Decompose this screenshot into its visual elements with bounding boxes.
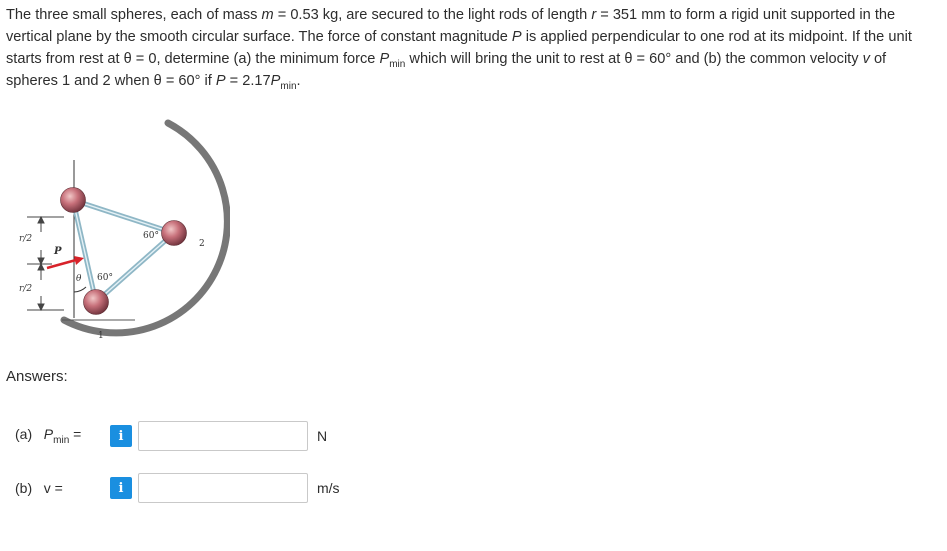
answer-row-a [15,420,327,452]
label-1: 1 [98,331,104,341]
label-2: 2 [199,239,205,249]
theta-arc [74,287,86,292]
label-theta: θ [76,274,82,284]
answer-b-label: (b) v = [15,480,63,496]
answer-b-unit: m/s [317,480,340,496]
label-60-left: 60° [97,273,113,283]
label-r2-top: r/2 [19,234,33,244]
sphere-top [61,188,86,213]
answer-a-label: (a) $P_{min}$ = [15,426,82,446]
label-60-top: 60° [143,231,159,241]
problem-figure [0,112,230,347]
info-icon[interactable]: i [110,477,132,499]
sphere-1 [84,290,109,315]
answer-b-input[interactable] [138,473,308,503]
answer-a-input[interactable] [138,421,308,451]
answer-row-b [15,472,340,504]
dimension-lines [27,217,64,310]
answer-a-unit: N [317,428,328,444]
force-arrow-P [47,256,84,268]
label-P: P [54,246,62,257]
problem-statement: The three small spheres, each of mass m = 0.53 kg, are secured to the light rods of length r = 351 mm to form a rigid unit supported in the vertical plane by the smooth circular surface. The force of constant magnitude P is applied perpendicular to one rod at its midpoint. If the unit starts from rest at θ = 0, determine (a) the minimum force $P_{min}$ which will bring the unit to rest at θ = 60° and (b) the common velocity v of spheres 1 and 2 when θ = 60° if $P = 2.17P_{min}$. [6,7,912,92]
rods [73,200,174,302]
label-r2-bottom: r/2 [19,284,33,294]
sphere-2 [162,221,187,246]
info-icon[interactable]: i [110,425,132,447]
spheres-diagram [0,112,230,347]
answers-heading: Answers: [6,368,68,385]
